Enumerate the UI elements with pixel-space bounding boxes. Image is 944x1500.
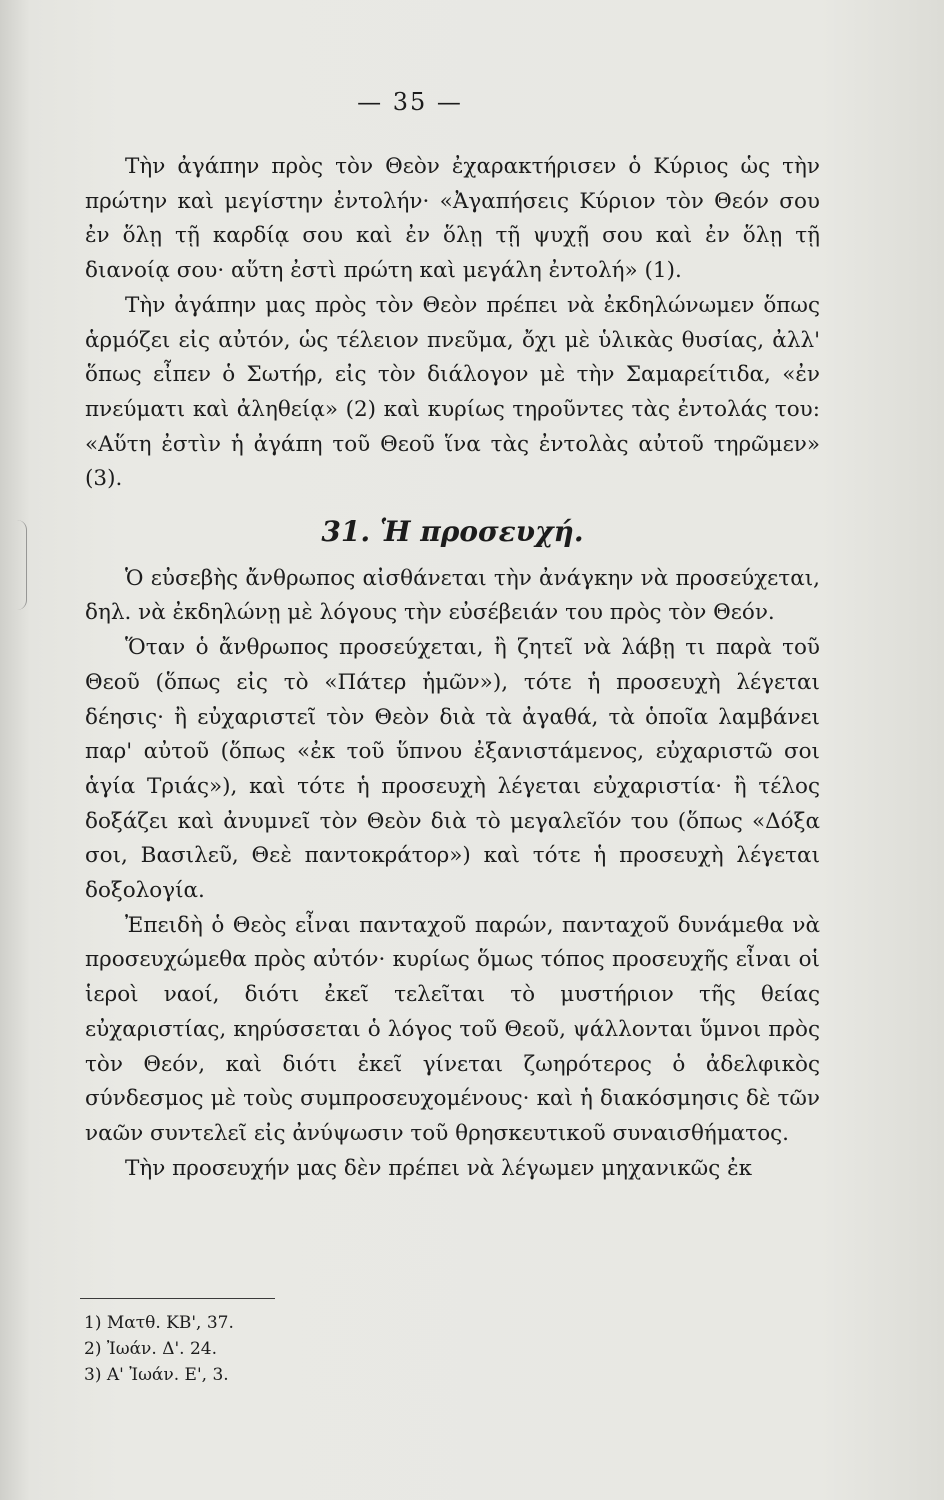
footnote-3: 3) Α' Ἰωάν. Ε', 3. xyxy=(84,1365,229,1385)
paragraph-2b-text: καὶ κυρίως τηροῦντες τὰς ἐντολάς του: «Αὕτη ἐστὶν ἡ ἀγάπη τοῦ Θεοῦ ἵνα τὰς ἐντολὰς αὐτοῦ τηρῶμεν» xyxy=(85,396,820,457)
binding-mark xyxy=(14,520,27,610)
paragraph-4: Ὅταν ὁ ἄνθρωπος προσεύχεται, ἢ ζητεῖ νὰ λάβῃ τι παρὰ τοῦ Θεοῦ (ὅπως εἰς τὸ «Πάτερ ἡμῶν»), τότε ἡ προσευχὴ λέγεται δέησις· ἢ εὐχαριστεῖ τὸν Θεὸν διὰ τὰ ἀγαθά, τὰ ὁποῖα λαμβάνει παρ' αὐτοῦ (ὅπως «ἐκ τοῦ ὕπνου ἐξανιστάμενος, εὐχαριστῶ σοι ἁγία Τριάς»), καὶ τότε ἡ προσευχὴ λέγεται εὐχαριστία· ἢ τέλος δοξάζει καὶ ἀνυμνεῖ τὸν Θεὸν διὰ τὸ μεγαλεῖόν του (ὅπως «Δόξα σοι, Βασιλεῦ, Θεὲ παντοκράτορ») καὶ τότε ἡ προσευχὴ λέγεται δοξολογία. xyxy=(85,635,820,904)
body-text xyxy=(85,150,820,1186)
paragraph-1 xyxy=(85,150,820,289)
paragraph-3: Ὁ εὐσεβὴς ἄνθρωπος αἰσθάνεται τὴν ἀνάγκην νὰ προσεύχεται, δηλ. νὰ ἐκδηλώνῃ μὲ λόγους τὴν εὐσέβειάν του πρὸς τὸν Θεόν. xyxy=(85,565,820,626)
footnotes xyxy=(84,1310,484,1388)
section-heading: 31. Ἡ προσευχή. xyxy=(321,515,584,549)
paragraph-2a-text: Τὴν ἀγάπην μας πρὸς τὸν Θεὸν πρέπει νὰ ἐκδηλώνωμεν ὅπως ἁρμόζει εἰς αὐτόν, ὡς τέλειον πνεῦμα, ὄχι μὲ ὑλικὰς θυσίας, ἀλλ' ὅπως εἶπεν ὁ Σωτήρ, εἰς τὸν διάλογον μὲ τὴν Σαμαρείτιδα, «ἐν πνεύματι καὶ ἀληθείᾳ» xyxy=(85,292,820,422)
paragraph-6: Τὴν προσευχήν μας δὲν πρέπει νὰ λέγωμεν μηχανικῶς ἐκ xyxy=(125,1155,753,1181)
footnote-divider xyxy=(80,1298,275,1299)
paragraph-1-text: Τὴν ἀγάπην πρὸς τὸν Θεὸν ἐχαρακτήρισεν ὁ Κύριος ὡς τὴν πρώτην καὶ μεγίστην ἐντολήν· «Ἀγαπήσεις Κύριον τὸν Θεόν σου ἐν ὅλῃ τῇ καρδίᾳ σου καὶ ἐν ὅλῃ τῇ ψυχῇ σου καὶ ἐν ὅλῃ τῇ διανοίᾳ σου· αὕτη ἐστὶ πρώτη καὶ μεγάλη ἐντολή» xyxy=(85,154,820,284)
footnote-2: 2) Ἰωάν. Δ'. 24. xyxy=(84,1339,217,1359)
footnote-ref-3: (3). xyxy=(85,466,123,492)
paragraph-5: Ἐπειδὴ ὁ Θεὸς εἶναι πανταχοῦ παρών, πανταχοῦ δυνάμεθα νὰ προσευχώμεθα πρὸς αὐτόν· κυρίως ὅμως τόπος προσευχῆς εἶναι οἱ ἱεροὶ ναοί, διότι ἐκεῖ τελεῖται τὸ μυστήριον τῆς θείας εὐχαριστίας, κηρύσσεται ὁ λόγος τοῦ Θεοῦ, ψάλλονται ὕμνοι πρὸς τὸν Θεόν, καὶ διότι ἐκεῖ γίνεται ζωηρότερος ὁ ἀδελφικὸς σύνδεσμος μὲ τοὺς συμπροσευχομένους· καὶ ἡ διακόσμησις δὲ τῶν ναῶν συντελεῖ εἰς ἀνύψωσιν τοῦ θρησκευτικοῦ συναισθήματος. xyxy=(85,912,820,1146)
footnote-ref-2: (2) xyxy=(345,396,377,422)
paragraph-2 xyxy=(85,289,820,497)
footnote-1: 1) Ματθ. ΚΒ', 37. xyxy=(84,1313,234,1333)
footnote-ref-1: (1). xyxy=(644,258,682,284)
page-number: — 35 — xyxy=(357,88,463,116)
